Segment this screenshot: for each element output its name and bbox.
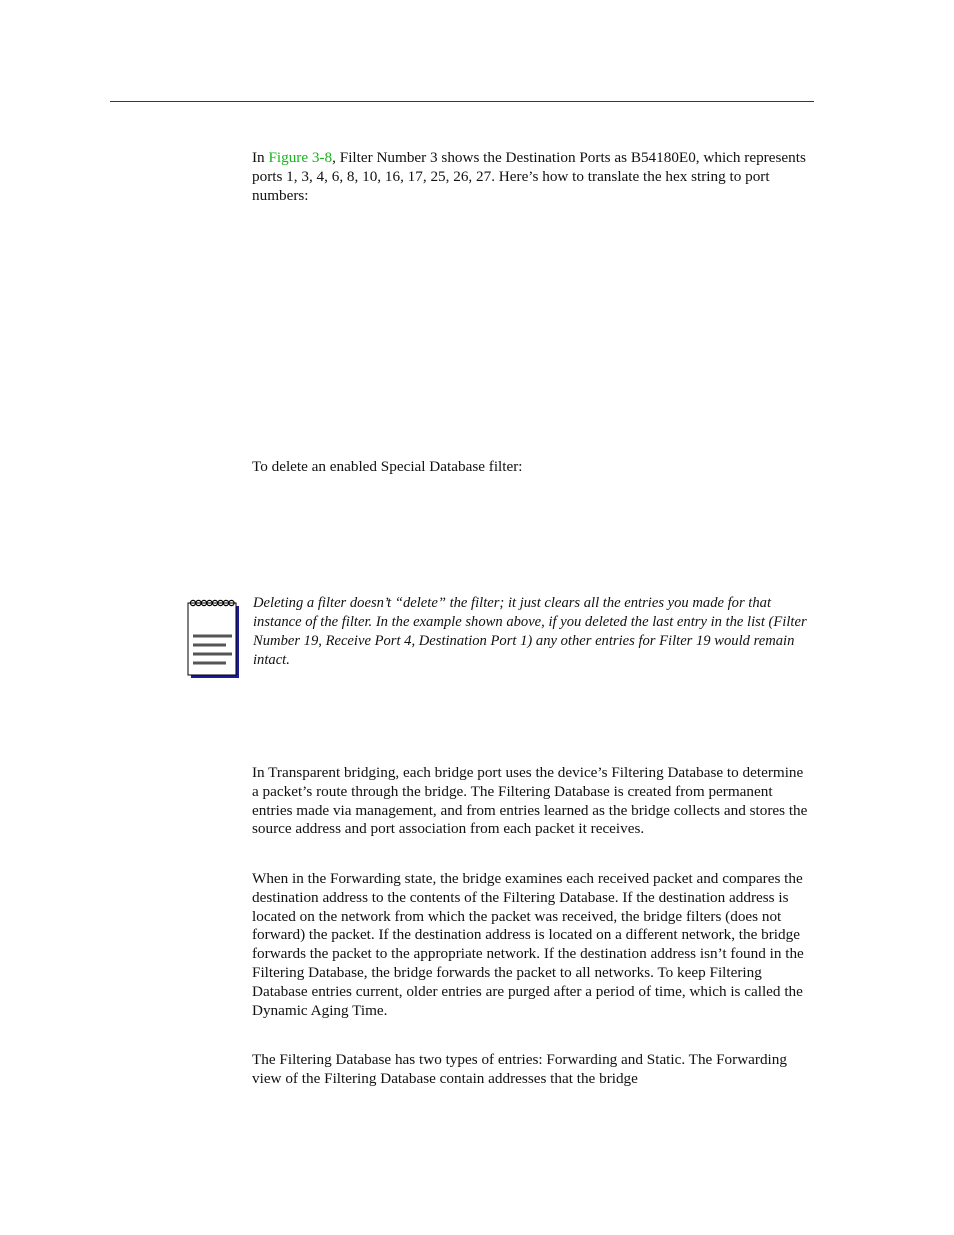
intro-prefix: In <box>252 149 269 166</box>
note-icon <box>186 597 242 679</box>
body-paragraph: In Transparent bridging, each bridge port uses the device’s Filtering Database to determine a packet’s route through the bridge. The Filtering Database is created from permanent entries made via management, and from entries learned as the bridge collects and stores the source address and port association from each packet it receives. <box>252 764 808 838</box>
delete-intro: To delete an enabled Special Database filter: <box>252 458 523 475</box>
figure-link[interactable]: Figure 3-8 <box>268 149 333 166</box>
body-paragraph: The Filtering Database has two types of entries: Forwarding and Static. The Forwarding view of the Filtering Database contain addresses that the bridge <box>252 1051 787 1087</box>
body-paragraph: When in the Forwarding state, the bridge examines each received packet and compares the destination address to the contents of the Filtering Database. If the destination address is located on the network from which the packet was received, the bridge filters (does not forward) the packet. If the destination address is located on a different network, the bridge forwards the packet to the appropriate network. If the destination address isn’t found in the Filtering Database, the bridge forwards the packet to all networks. To keep Filtering Database entries current, older entries are purged after a period of time, which is called the Dynamic Aging Time. <box>252 870 804 1019</box>
note-text: Deleting a filter doesn’t “delete” the filter; it just clears all the entries you made for that instance of the filter. In the example shown above, if you deleted the last entry in the list (Filter Number 19, Receive Port 4, Destination Port 1) any other entries for Filter 19 would remain intact. <box>253 595 807 668</box>
header-rule <box>110 101 814 102</box>
intro-paragraph <box>252 149 812 205</box>
intro-rest: , Filter Number 3 shows the Destination Ports as B54180E0, which represents ports 1, 3, 4, 6, 8, 10, 16, 17, 25, 26, 27. Here’s how to translate the hex string to port numbers: <box>252 149 806 204</box>
